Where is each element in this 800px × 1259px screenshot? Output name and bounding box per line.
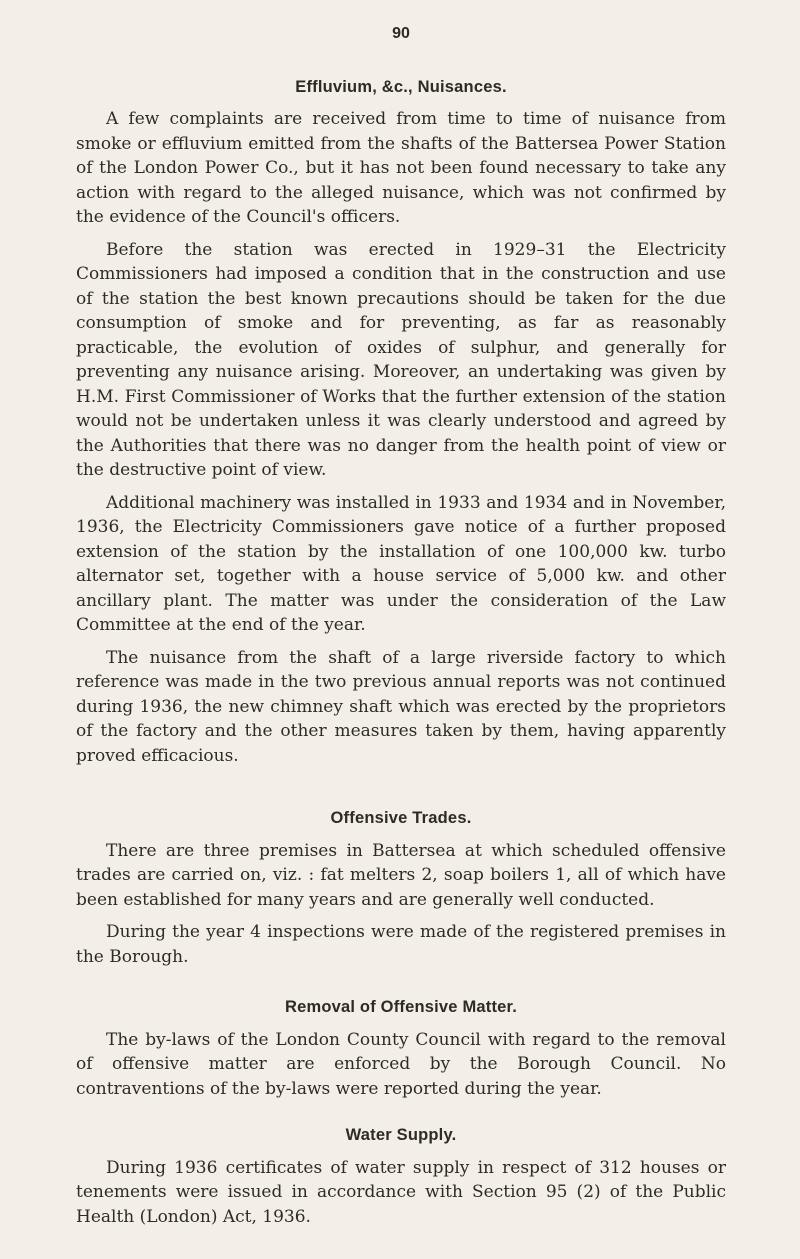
paragraph: The nuisance from the shaft of a large riverside factory to which reference was made in the two previous annual reports was not continued during 1936, the new chimney shaft which was erected by the proprietors of the factory and the other measures taken by them, having apparently proved efficacious. <box>76 647 726 766</box>
document-page <box>76 22 726 1237</box>
paragraph: Additional machinery was installed in 1933 and 1934 and in November, 1936, the Electricity Commissioners gave notice of a further proposed extension of the station by the installation of one 100,000 kw. turbo alternator set, together with a house service of 5,000 kw. and other ancillary plant. The matter was under the consideration of the Law Committee at the end of the year. <box>76 492 726 635</box>
section-effluvium-nuisances <box>76 75 726 769</box>
section-water-supply <box>76 1123 726 1229</box>
paragraph: During 1936 certificates of water supply in respect of 312 houses or tenements were issued in accordance with Section 95 (2) of the Public Health (London) Act, 1936. <box>76 1157 726 1227</box>
paragraph: Before the station was erected in 1929–31 the Electricity Commissioners had imposed a condition that in the construction and use of the station the best known precautions should be taken for the due consumption of smoke and for preventing, as far as reasonably practicable, the evolution of oxides of sulphur, and generally for preventing any nuisance arising. Moreover, an undertaking was given by H.M. First Commissioner of Works that the further extension of the station would not be undertaken unless it was clearly understood and agreed by the Authorities that there was no danger from the health point of view or the destructive point of view. <box>76 239 726 480</box>
section-heading: Water Supply. <box>345 1126 457 1144</box>
paragraph: The by-laws of the London County Council with regard to the removal of offensive matter are enforced by the Borough Council. No contraventions of the by-laws were reported during the year. <box>76 1029 726 1099</box>
section-offensive-trades <box>76 806 726 969</box>
section-heading: Effluvium, &c., Nuisances. <box>295 77 507 96</box>
paragraph: A few complaints are received from time to time of nuisance from smoke or effluvium emitted from the shafts of the Battersea Power Station of the London Power Co., but it has not been found necessary to take any action with regard to the alleged nuisance, which was not confirmed by the evidence of the Council's officers. <box>76 109 726 227</box>
page-number: 90 <box>392 25 410 42</box>
section-heading: Removal of Offensive Matter. <box>284 998 518 1016</box>
section-heading: Offensive Trades. <box>330 809 472 827</box>
section-removal-offensive-matter <box>76 995 726 1101</box>
paragraph: During the year 4 inspections were made of the registered premises in the Borough. <box>76 922 726 967</box>
paragraph: There are three premises in Battersea at which scheduled offensive trades are carried on, viz. : fat melters 2, soap boilers 1, all of which have been established for many years and are generally well conducted. <box>76 840 726 910</box>
